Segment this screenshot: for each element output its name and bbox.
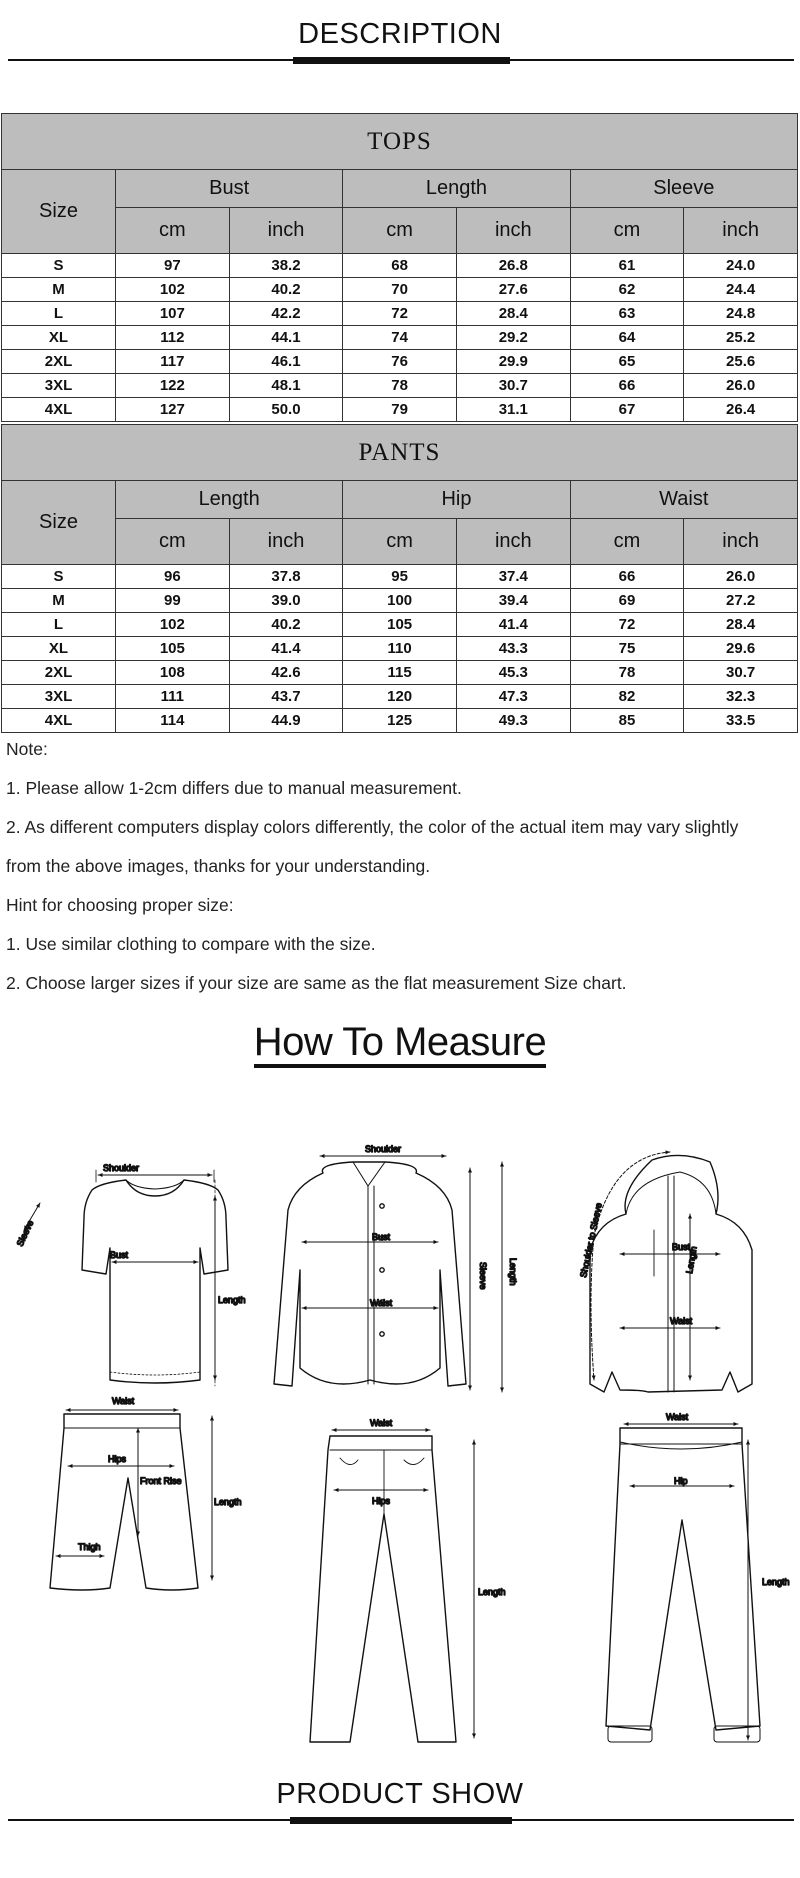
measure-cell: 68 <box>343 254 457 278</box>
measure-cell: 115 <box>343 661 457 685</box>
measure-cell: 43.7 <box>229 685 343 709</box>
label-length: Length <box>214 1497 242 1507</box>
measure-cell: 25.6 <box>684 350 798 374</box>
size-cell: M <box>2 278 116 302</box>
measure-cell: 30.7 <box>456 374 570 398</box>
size-cell: 4XL <box>2 709 116 733</box>
measure-cell: 61 <box>570 254 684 278</box>
measure-cell: 46.1 <box>229 350 343 374</box>
shorts-illustration <box>50 1396 242 1590</box>
measure-cell: 64 <box>570 326 684 350</box>
measure-cell: 85 <box>570 709 684 733</box>
group-header: Hip <box>343 481 570 519</box>
measure-cell: 102 <box>116 278 230 302</box>
measure-cell: 114 <box>116 709 230 733</box>
size-cell: XL <box>2 637 116 661</box>
label-length: Length <box>684 1245 699 1275</box>
measure-cell: 24.8 <box>684 302 798 326</box>
label-waist: Waist <box>112 1396 135 1406</box>
measure-cell: 79 <box>343 398 457 422</box>
measure-cell: 63 <box>570 302 684 326</box>
measure-cell: 49.3 <box>456 709 570 733</box>
measure-cell: 122 <box>116 374 230 398</box>
label-sleeve: Sleeve <box>478 1262 488 1290</box>
measure-cell: 26.0 <box>684 565 798 589</box>
measure-cell: 120 <box>343 685 457 709</box>
measure-cell: 110 <box>343 637 457 661</box>
measure-cell: 28.4 <box>684 613 798 637</box>
measure-cell: 41.4 <box>229 637 343 661</box>
group-header: Length <box>116 481 343 519</box>
label-sleeve: Sleeve <box>14 1218 36 1248</box>
unit-header: inch <box>684 519 798 565</box>
measure-cell: 25.2 <box>684 326 798 350</box>
label-waist: Waist <box>670 1316 693 1326</box>
label-waist: Waist <box>370 1298 393 1308</box>
unit-header: cm <box>116 519 230 565</box>
label-front-rise: Front Rise <box>140 1476 182 1486</box>
measure-cell: 42.2 <box>229 302 343 326</box>
size-cell: L <box>2 302 116 326</box>
measure-cell: 40.2 <box>229 278 343 302</box>
measure-cell: 39.0 <box>229 589 343 613</box>
note-line: Hint for choosing proper size: <box>6 895 234 915</box>
group-header: Waist <box>570 481 797 519</box>
measure-cell: 24.0 <box>684 254 798 278</box>
unit-header: cm <box>343 208 457 254</box>
measure-cell: 111 <box>116 685 230 709</box>
measure-cell: 78 <box>343 374 457 398</box>
measure-cell: 102 <box>116 613 230 637</box>
tops-caption: TOPS <box>2 114 798 170</box>
label-shoulder: Shoulder <box>365 1144 402 1154</box>
measure-cell: 67 <box>570 398 684 422</box>
measure-cell: 27.6 <box>456 278 570 302</box>
measure-cell: 78 <box>570 661 684 685</box>
description-title: DESCRIPTION <box>298 18 502 50</box>
measure-cell: 97 <box>116 254 230 278</box>
unit-header: cm <box>343 519 457 565</box>
label-waist: Waist <box>666 1412 689 1422</box>
measure-cell: 108 <box>116 661 230 685</box>
unit-header: inch <box>456 519 570 565</box>
size-cell: S <box>2 254 116 278</box>
unit-header: inch <box>456 208 570 254</box>
note-line: Note: <box>6 739 48 759</box>
label-hips: Hips <box>108 1454 127 1464</box>
label-length: Length <box>478 1587 506 1597</box>
note-line: 1. Use similar clothing to compare with the size. <box>6 934 376 954</box>
group-header: Bust <box>116 170 343 208</box>
label-length: Length <box>762 1577 790 1587</box>
measure-cell: 31.1 <box>456 398 570 422</box>
label-thigh: Thigh <box>78 1542 101 1552</box>
label-hips: Hips <box>372 1496 391 1506</box>
group-header: Sleeve <box>570 170 797 208</box>
label-bust: Bust <box>372 1232 391 1242</box>
label-bust: Bust <box>110 1250 129 1260</box>
label-shoulder-to-sleeve: Shoulder to Sleeve <box>578 1201 604 1279</box>
divider-bar <box>290 1817 512 1824</box>
measure-cell: 42.6 <box>229 661 343 685</box>
measure-cell: 29.2 <box>456 326 570 350</box>
measure-cell: 125 <box>343 709 457 733</box>
measure-cell: 62 <box>570 278 684 302</box>
measure-cell: 41.4 <box>456 613 570 637</box>
measure-cell: 43.3 <box>456 637 570 661</box>
unit-header: cm <box>570 519 684 565</box>
measure-cell: 107 <box>116 302 230 326</box>
size-cell: 4XL <box>2 398 116 422</box>
measure-cell: 72 <box>343 302 457 326</box>
measure-cell: 69 <box>570 589 684 613</box>
measure-cell: 72 <box>570 613 684 637</box>
measure-cell: 70 <box>343 278 457 302</box>
measure-cell: 75 <box>570 637 684 661</box>
label-length: Length <box>508 1258 518 1286</box>
measure-cell: 37.8 <box>229 565 343 589</box>
measure-cell: 100 <box>343 589 457 613</box>
group-header: Length <box>343 170 570 208</box>
how-to-measure-heading: How To Measure <box>254 1020 546 1068</box>
measure-cell: 44.9 <box>229 709 343 733</box>
measure-cell: 99 <box>116 589 230 613</box>
measure-cell: 45.3 <box>456 661 570 685</box>
label-hip: Hip <box>674 1476 688 1486</box>
measure-cell: 50.0 <box>229 398 343 422</box>
unit-header: inch <box>229 208 343 254</box>
measure-cell: 44.1 <box>229 326 343 350</box>
measure-cell: 29.6 <box>684 637 798 661</box>
note-line: 1. Please allow 1-2cm differs due to manual measurement. <box>6 778 462 798</box>
measure-cell: 32.3 <box>684 685 798 709</box>
size-cell: 3XL <box>2 374 116 398</box>
measure-cell: 65 <box>570 350 684 374</box>
tshirt-illustration <box>15 1163 246 1386</box>
measure-cell: 26.4 <box>684 398 798 422</box>
measure-cell: 66 <box>570 374 684 398</box>
size-header: Size <box>2 481 116 565</box>
label-waist: Waist <box>370 1418 393 1428</box>
unit-header: cm <box>570 208 684 254</box>
label-shoulder: Shoulder <box>103 1163 140 1173</box>
label-bust: Bust <box>672 1242 691 1252</box>
shirt-illustration <box>274 1144 518 1392</box>
measure-cell: 76 <box>343 350 457 374</box>
measure-cell: 74 <box>343 326 457 350</box>
note-line: 2. As different computers display colors differently, the color of the actual item may vary slightly <box>6 817 739 837</box>
pants-caption: PANTS <box>2 425 798 481</box>
unit-header: inch <box>684 208 798 254</box>
note-line: from the above images, thanks for your understanding. <box>6 856 431 876</box>
measure-cell: 37.4 <box>456 565 570 589</box>
label-length: Length <box>218 1295 246 1305</box>
measure-cell: 40.2 <box>229 613 343 637</box>
measure-cell: 33.5 <box>684 709 798 733</box>
size-cell: 3XL <box>2 685 116 709</box>
measure-cell: 112 <box>116 326 230 350</box>
measure-cell: 96 <box>116 565 230 589</box>
measure-cell: 105 <box>343 613 457 637</box>
measure-cell: 26.0 <box>684 374 798 398</box>
measure-cell: 30.7 <box>684 661 798 685</box>
measure-cell: 48.1 <box>229 374 343 398</box>
hoodie-illustration <box>578 1152 752 1392</box>
measure-cell: 26.8 <box>456 254 570 278</box>
measure-cell: 95 <box>343 565 457 589</box>
measure-cell: 127 <box>116 398 230 422</box>
measure-cell: 24.4 <box>684 278 798 302</box>
measure-cell: 82 <box>570 685 684 709</box>
measure-cell: 39.4 <box>456 589 570 613</box>
size-cell: S <box>2 565 116 589</box>
measure-cell: 27.2 <box>684 589 798 613</box>
measure-cell: 105 <box>116 637 230 661</box>
unit-header: cm <box>116 208 230 254</box>
size-cell: XL <box>2 326 116 350</box>
size-cell: M <box>2 589 116 613</box>
size-cell: L <box>2 613 116 637</box>
measure-cell: 117 <box>116 350 230 374</box>
size-header: Size <box>2 170 116 254</box>
note-line: 2. Choose larger sizes if your size are same as the flat measurement Size chart. <box>6 973 627 993</box>
measure-cell: 29.9 <box>456 350 570 374</box>
size-cell: 2XL <box>2 661 116 685</box>
unit-header: inch <box>229 519 343 565</box>
measure-cell: 66 <box>570 565 684 589</box>
measure-cell: 28.4 <box>456 302 570 326</box>
joggers-illustration <box>606 1412 790 1742</box>
measure-cell: 38.2 <box>229 254 343 278</box>
trousers-illustration <box>310 1418 506 1742</box>
measure-cell: 47.3 <box>456 685 570 709</box>
size-cell: 2XL <box>2 350 116 374</box>
product-show-title: PRODUCT SHOW <box>276 1778 524 1810</box>
